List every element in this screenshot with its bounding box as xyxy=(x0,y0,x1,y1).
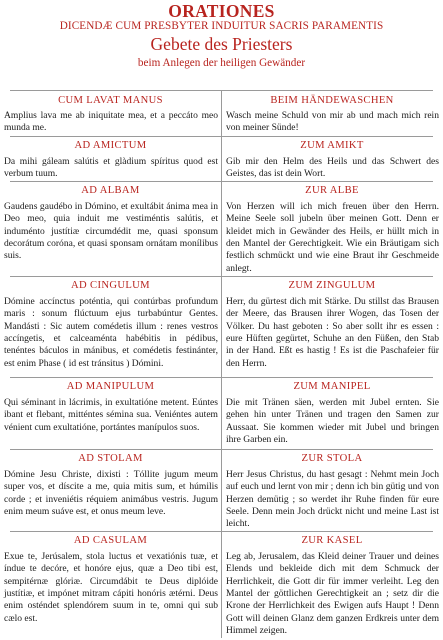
german-text: Leg ab, Jerusalem, das Kleid deiner Trauer und deines Elends und bekleide dich mit dem Schmuck der Herrlichkeit, die Gott dir für immer verleiht. Leg den Mantel der göttlichen Gerechtigkeit an ; setz dir die Krone der Herrlichkeit des Ewigen aufs Haupt ! Denn Gott will deinen Glanz dem ganzen Erdkreis unter dem Himmel zeigen. xyxy=(226,551,439,637)
latin-text: Amplius lava me ab iniquitate mea, et a peccáto meo munda me. xyxy=(4,110,218,134)
latin-text: Dómine accínctus poténtia, qui contúrbas profundum maris : sonum flúctuum ejus turbabúntur Gentes. Mandásti : Sic autem comédetis illum : renes vestros accíngetis, et calceaménta habébitis in pédibus, tenéntes báculos in mánibus, et comédetis festinánter, est enim Phase ( id est tránsitus ) Dómini. xyxy=(4,296,218,369)
german-text: Herr, du gürtest dich mit Stärke. Du stillst das Brausen der Meere, das Brausen ihrer Wogen, das Tosen der Völker. Du hast geboten : So aber sollt ihr es essen : eure Hüften gegürtet, Schuhe an den Füßen, den Stab in der Hand. Eßt es hastig ! Es ist die Paschafeier für den Herrn. xyxy=(226,296,439,369)
column-divider xyxy=(221,90,222,638)
section-divider xyxy=(10,377,433,378)
german-heading: BEIM HÄNDEWASCHEN xyxy=(270,95,394,106)
latin-text: Dómine Jesu Christe, dixisti : Tóllite jugum meum super vos, et díscite a me, quia mitis sum, et húmilis corde ; et inveniétis réquiem animábus vestris. Jugum enim meum suáve est, et onus meum leve. xyxy=(4,469,218,518)
german-heading: ZUR KASEL xyxy=(301,535,363,546)
german-text: Gib mir den Helm des Heils und das Schwert des Geistes, das ist dein Wort. xyxy=(226,156,439,180)
latin-heading: AD ALBAM xyxy=(81,185,140,196)
german-subtitle: beim Anlegen der heiligen Gewänder xyxy=(137,57,306,69)
german-text: Wasch meine Schuld von mir ab und mach mich rein von meiner Sünde! xyxy=(226,110,439,134)
german-heading: ZUR ALBE xyxy=(305,185,359,196)
german-heading: ZUM MANIPEL xyxy=(293,381,371,392)
latin-heading: CUM LAVAT MANUS xyxy=(58,95,163,106)
latin-heading: AD CINGULUM xyxy=(71,280,150,291)
page-subtitle: DICENDÆ CUM PRESBYTER INDUITUR SACRIS PARAMENTIS xyxy=(59,20,384,32)
section-divider xyxy=(10,90,433,91)
latin-text: Qui séminant in lácrimis, in exultatióne metent. Eúntes ibant et flebant, mitténtes sémina sua. Veniéntes autem vénient cum exultatióne, portántes manípulos suos. xyxy=(4,397,218,433)
latin-heading: AD STOLAM xyxy=(78,453,143,464)
german-heading: ZUM ZINGULUM xyxy=(288,280,376,291)
section-divider xyxy=(10,276,433,277)
latin-heading: AD CASULAM xyxy=(73,535,148,546)
latin-text: Da mihi gáleam salútis et glàdium spíritus quod est verbum tuum. xyxy=(4,156,218,180)
latin-text: Gaudens gaudébo in Dómino, et exultábit ánima mea in Deo meo, quia induit me vestiméntis salútis, et induménto justítiæ circumdédit me, quasi sponsum decorátum coróna, et quasi sponsam ornátam monílibus suis. xyxy=(4,201,218,262)
latin-heading: AD AMICTUM xyxy=(74,140,147,151)
latin-heading: AD MANIPULUM xyxy=(66,381,155,392)
page-title: ORATIONES xyxy=(168,1,275,21)
section-divider xyxy=(10,136,433,137)
german-heading: ZUM AMIKT xyxy=(300,140,364,151)
german-heading: ZUR STOLA xyxy=(301,453,363,464)
latin-text: Exue te, Jerúsalem, stola luctus et vexatiónis tuæ, et índue te decóre, et honóre ejus, quæ a Deo tibi est, sempitérnæ glóriæ. Circumdábit te Deus diplóide justítiæ, et impónet mitram cápiti honóris ætérni. Deus enim osténdet splendórem suum in te, omni qui sub cælo est. xyxy=(4,551,218,624)
german-title: Gebete des Priesters xyxy=(150,34,293,54)
section-divider xyxy=(10,181,433,182)
german-text: Die mit Tränen säen, werden mit Jubel ernten. Sie gehen hin unter Tränen und tragen den Samen zur Aussaat. Sie kommen wieder mit Jubel und bringen ihre Garben ein. xyxy=(226,397,439,446)
section-divider xyxy=(10,531,433,532)
section-divider xyxy=(10,449,433,450)
german-text: Von Herzen will ich mich freuen über den Herrn. Meine Seele soll jubeln über meinen Gott. Denn er kleidet mich in Gewänder des Heils, er hüllt mich in den Mantel der Gerechtigkeit. Wie ein Bräutigam sich festlich schmückt und wie eine Braut ihr Geschmeide anlegt. xyxy=(226,201,439,274)
german-text: Herr Jesus Christus, du hast gesagt : Nehmt mein Joch auf euch und lernt von mir ; denn ich bin gütig und von Herzen demütig ; so werdet ihr Ruhe finden für eure Seele. Denn mein Joch drückt nicht und meine Last ist leicht. xyxy=(226,469,439,530)
